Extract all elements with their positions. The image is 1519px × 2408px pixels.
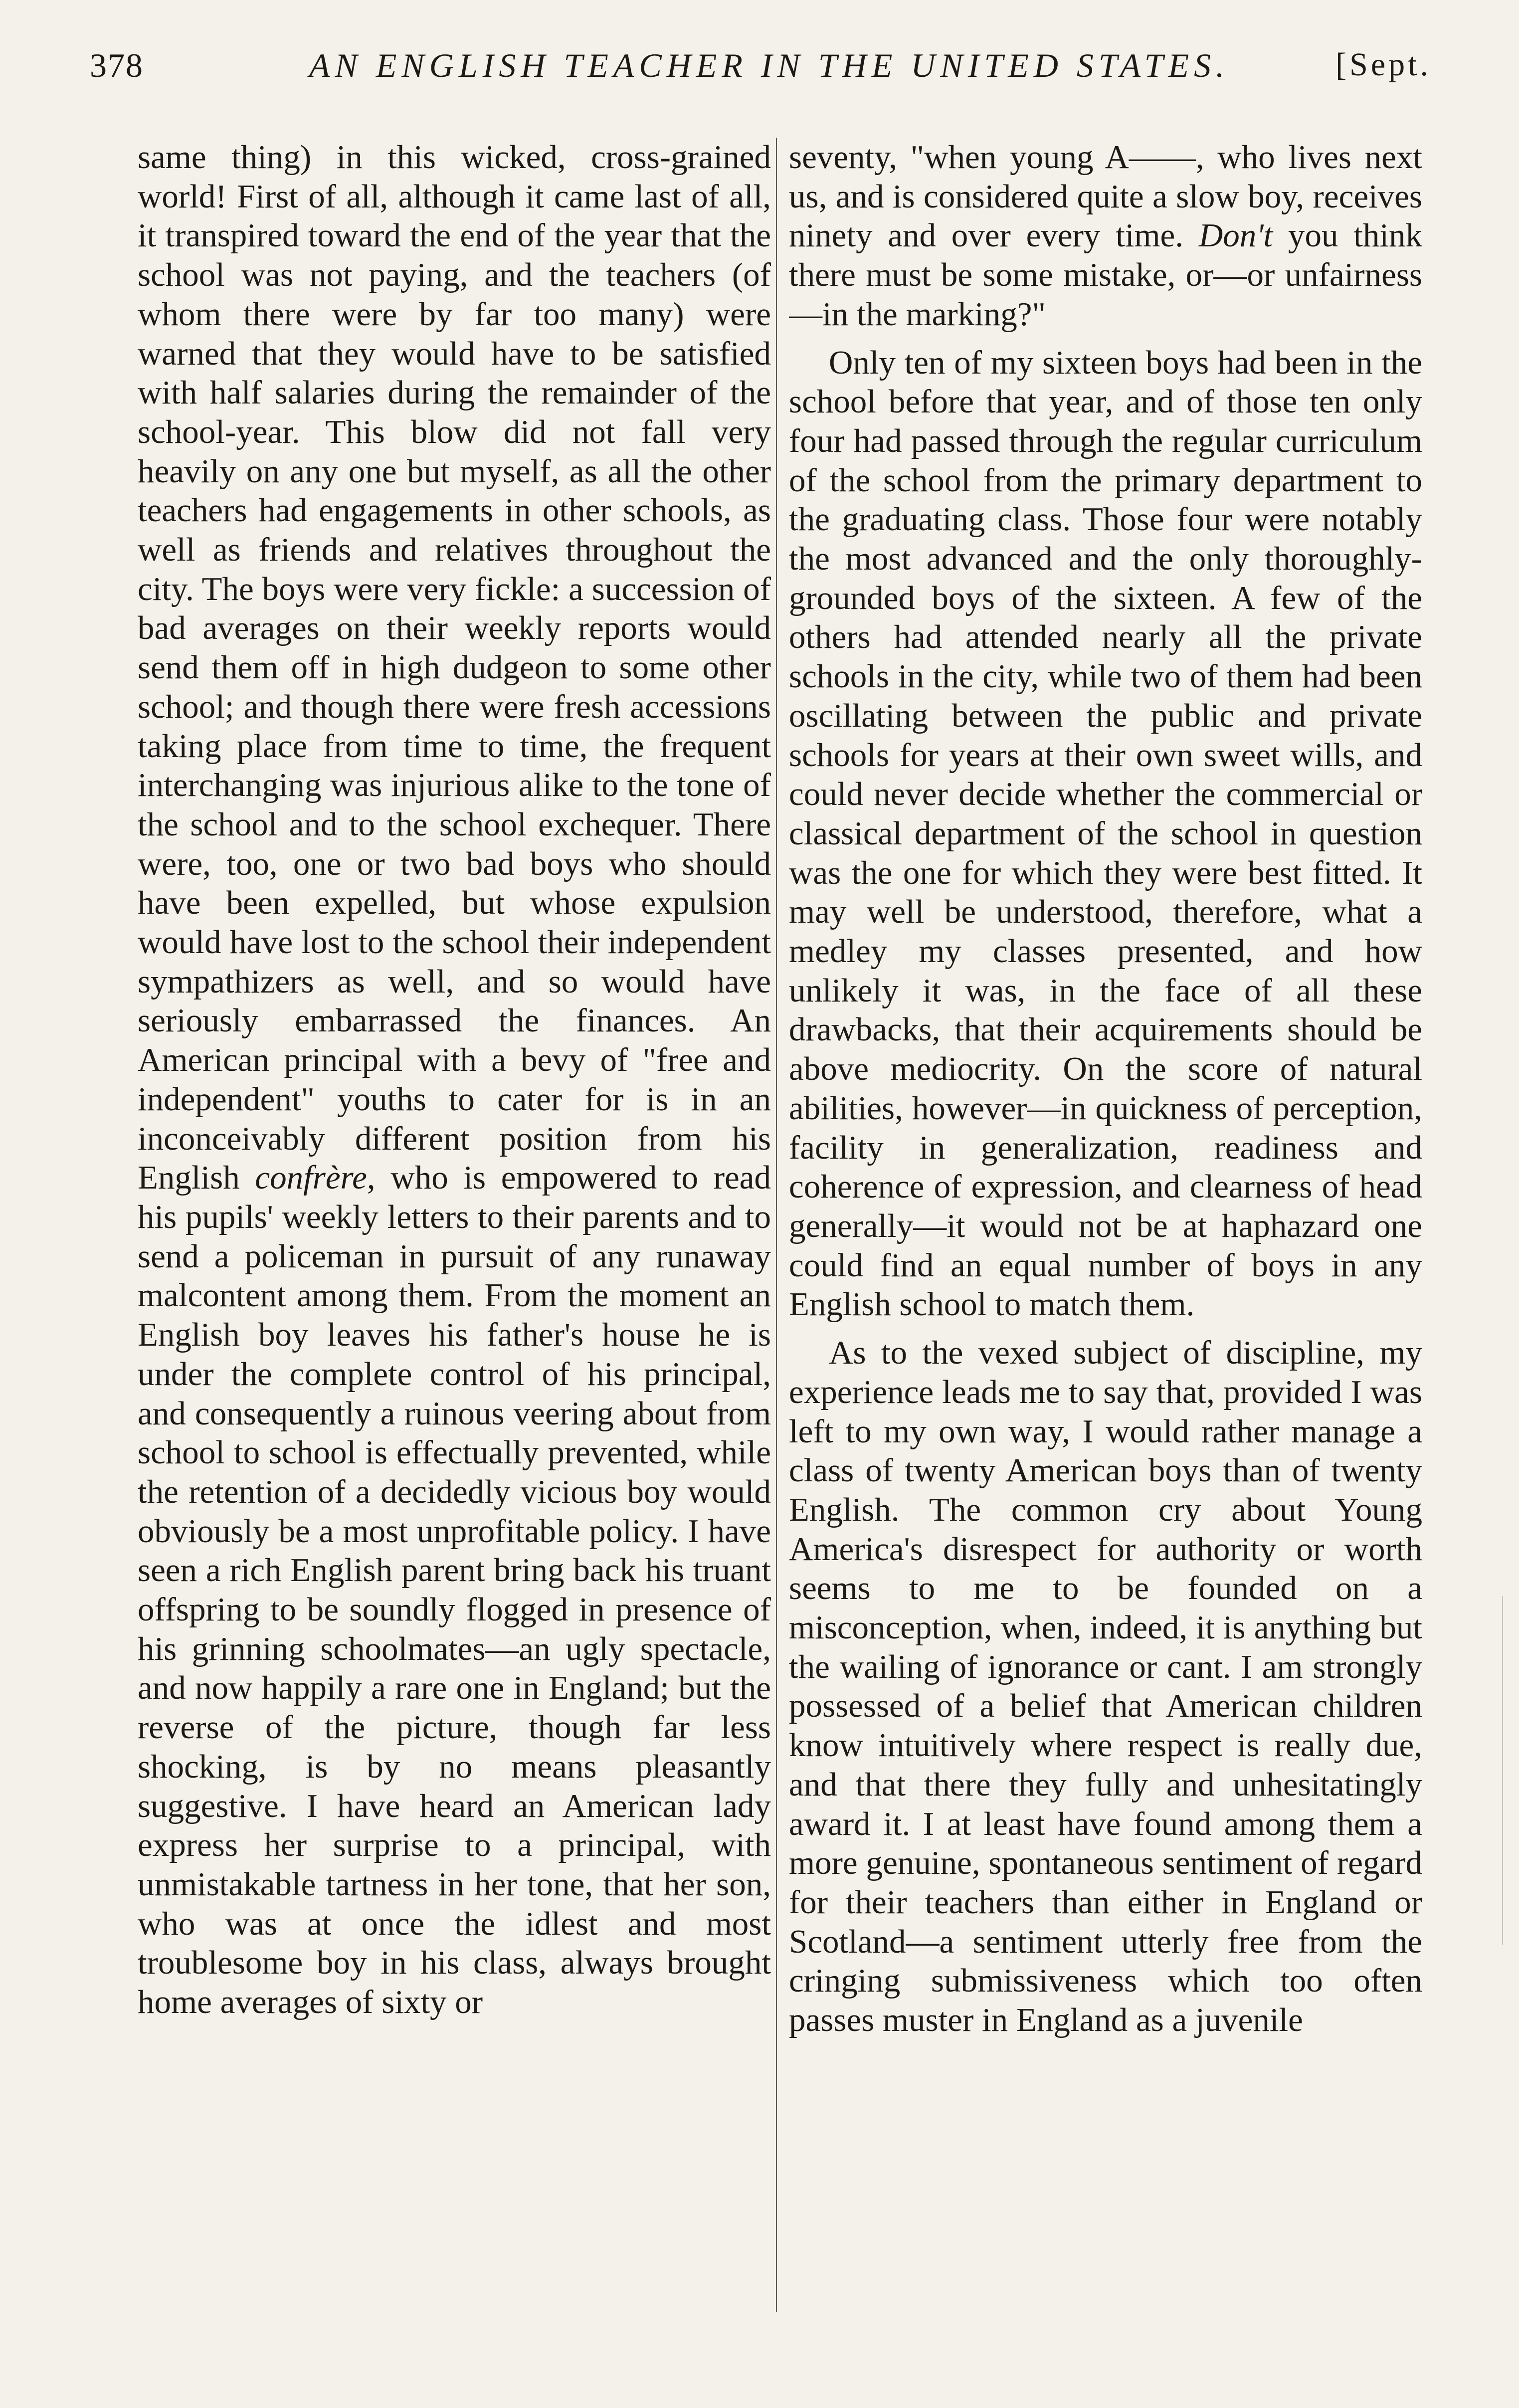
header-month: [Sept. [1335, 46, 1431, 83]
right-column [789, 138, 1422, 2302]
column-divider [776, 138, 777, 2312]
running-title: AN ENGLISH TEACHER IN THE UNITED STATES. [309, 46, 1230, 84]
paragraph-text: , who is empowered to read his pupils' weekly letters to their parents and to send a policeman in pursuit of any runaway malcontent among them. From the moment an English boy leaves his father's house he is under the complete control of his principal, and consequently a ruinous veering about from school to school is effectually prevented, while the retention of a decidedly vicious boy would obviously be a most unprofitable policy. I have seen a rich English parent bring back his truant offspring to be soundly flogged in presence of his grinning schoolmates—an ugly spectacle, and now happily a rare one in England; but the reverse of the picture, though far less shocking, is by no means pleasantly suggestive. I have heard an American lady express her surprise to a principal, with unmistakable tartness in her tone, that her son, who was at once the idlest and most troublesome boy in his class, always brought home averages of sixty or [138, 1159, 771, 2021]
paragraph [789, 138, 1422, 334]
italic-word: Don't [1198, 217, 1273, 254]
page-edge-line [1502, 1596, 1503, 1945]
page-header [90, 46, 1436, 106]
paragraph: Only ten of my sixteen boys had been in the school before that year, and of those ten only four had passed through the regular curriculum of the school from the primary department to the graduating class. Those four were notably the most advanced and the only thoroughly-grounded boys of the sixteen. A few of the others had attended nearly all the private schools in the city, while two of them had been oscillating between the public and private schools for years at their own sweet wills, and could never decide whether the commercial or classical department of the school in question was the one for which they were best fitted. It may well be understood, therefore, what a medley my classes presented, and how unlikely it was, in the face of all these drawbacks, that their acquirements should be above mediocrity. On the score of natural abilities, however—in quickness of perception, facility in generalization, readiness and coherence of expression, and clearness of head generally—it would not be at haphazard one could find an equal number of boys in any English school to match them. [789, 344, 1422, 1323]
paragraph-text: seventy, "when young A——, who lives next us, and is considered quite a slow boy, receives ninety and over every time. [789, 139, 1422, 254]
paragraph: As to the vexed subject of discipline, my experience leads me to say that, provided I was left to my own way, I would rather manage a class of twenty American boys than of twenty English. The common cry about Young America's disrespect for authority or worth seems to me to be founded on a misconception, when, indeed, it is anything but the wailing of ignorance or cant. I am strongly possessed of a belief that American children know intuitively where respect is really due, and that there they fully and unhesitatingly award it. I at least have found among them a more genuine, spontaneous sentiment of regard for their teachers than either in England or Scotland—a sentiment utterly free from the cringing submissiveness which too often passes muster in England as a juvenile [789, 1334, 1422, 2039]
paragraph [138, 138, 771, 2022]
paragraph-text: you think there must be some mistake, or—or unfairness—in the marking?" [789, 217, 1422, 333]
page-number: 378 [90, 46, 144, 84]
italic-term: confrère [255, 1159, 367, 1197]
left-column [138, 138, 771, 2302]
paragraph-text: same thing) in this wicked, cross-grained world! First of all, although it came last of all, it transpired toward the end of the year that the school was not paying, and the teachers (of whom there were by far too many) were warned that they would have to be satisfied with half salaries during the remainder of the school-year. This blow did not fall very heavily on any one but myself, as all the other teachers had engagements in other schools, as well as friends and relatives throughout the city. The boys were very fickle: a succession of bad averages on their weekly reports would send them off in high dudgeon to some other school; and though there were fresh accessions taking place from time to time, the frequent interchanging was injurious alike to the tone of the school and to the school exchequer. There were, too, one or two bad boys who should have been expelled, but whose expulsion would have lost to the school their independent sympathizers as well, and so would have seriously embarrassed the finances. An American principal with a bevy of "free and independent" youths to cater for is in an inconceivably different position from his English [138, 139, 771, 1197]
